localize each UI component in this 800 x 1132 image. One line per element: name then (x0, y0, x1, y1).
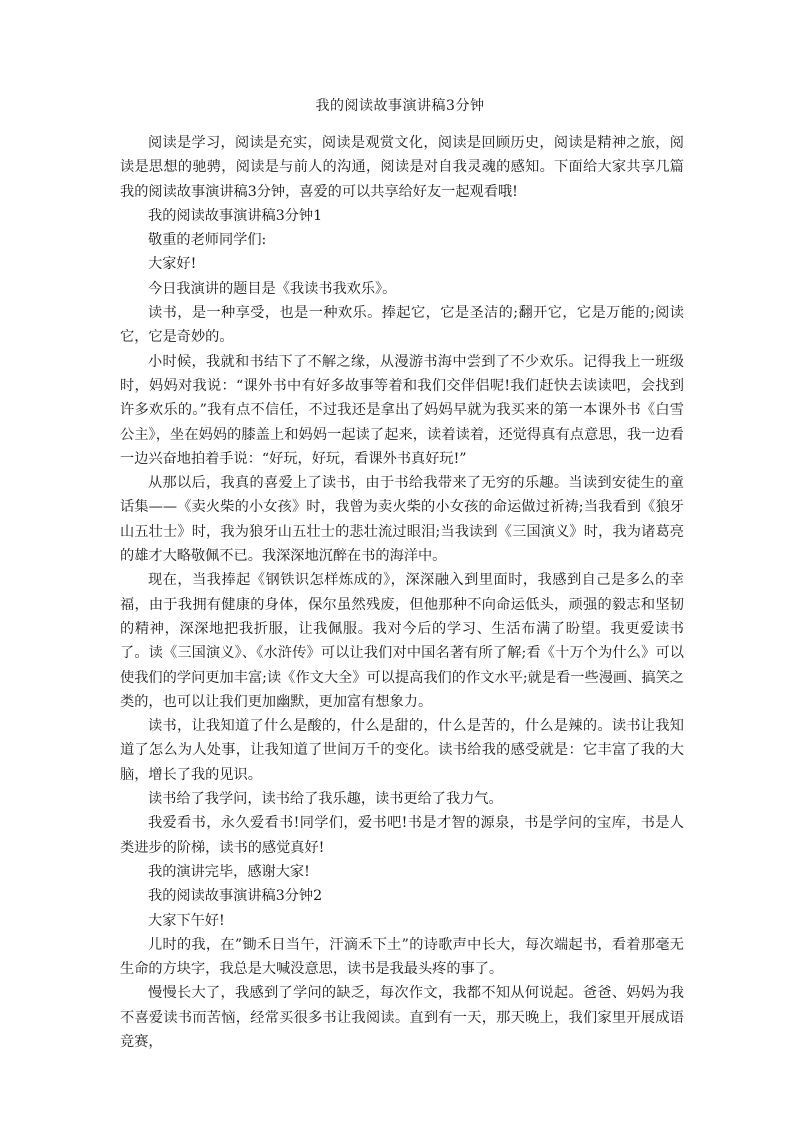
paragraph: 今日我演讲的题目是《我读书我欢乐》。 (148, 280, 397, 297)
paragraph: 读书给了我学问，读书给了我乐趣，读书更给了我力气。 (148, 791, 503, 808)
document-body (120, 131, 684, 1054)
section-heading: 我的阅读故事演讲稿3分钟1 (148, 207, 323, 224)
document-title: 我的阅读故事演讲稿3分钟 (315, 98, 485, 114)
greeting: 大家下午好! (148, 912, 225, 929)
paragraph: 慢慢长大了，我感到了学问的缺乏，每次作文，我都不知从何说起。爸爸、妈妈为我不喜爱读书而苦恼，经常买很多书让我阅读。直到有一天，那天晚上，我们家里开展成语竞赛， (120, 985, 684, 1050)
paragraph: 小时候，我就和书结下了不解之缘，从漫游书海中尝到了不少欢乐。记得我上一班级时，妈妈对我说：“课外书中有好多故事等着和我们交伴侣呢!我们赶快去读读吧，会找到许多欢乐的。”我有点不信任，不过我还是拿出了妈妈早就为我买来的第一本课外书《白雪公主》，坐在妈妈的膝盖上和妈妈一起读了起来，读着读着，还觉得真有点意思，我一边看一边兴奋地拍着手说：“好玩，好玩，看课外书真好玩!” (120, 353, 684, 467)
salutation: 敬重的老师同学们: (148, 232, 267, 249)
paragraph: 读书，让我知道了什么是酸的，什么是甜的，什么是苦的，什么是辣的。读书让我知道了怎么为人处事，让我知道了世间万千的变化。读书给我的感受就是：它丰富了我的大脑，增长了我的见识。 (120, 718, 684, 783)
paragraph: 我爱看书，永久爱看书!同学们，爱书吧!书是才智的源泉，书是学问的宝库，书是人类进步的阶梯，读书的感觉真好! (120, 815, 684, 856)
paragraph: 现在，当我捧起《钢铁识怎样炼成的》，深深融入到里面时，我感到自己是多么的幸福，由于我拥有健康的身体，保尔虽然残废，但他那种不向命运低头，顽强的毅志和坚韧的精神，深深地把我折服，让我佩服。我对今后的学习、生活布满了盼望。我更爱读书了。读《三国演义》、《水浒传》可以让我们对中国名著有所了解;看《十万个为什么》可以使我们的学问更加丰富;读《作文大全》可以提高我们的作文水平;就是看一些漫画、搞笑之类的，也可以让我们更加幽默，更加富有想象力。 (120, 572, 684, 710)
paragraph: 儿时的我，在”锄禾日当午，汗滴禾下土”的诗歌声中长大，每次端起书，看着那毫无生命的方块字，我总是大喊没意思，读书是我最头疼的事了。 (120, 936, 684, 978)
paragraph: 阅读是学习，阅读是充实，阅读是观赏文化，阅读是回顾历史，阅读是精神之旅，阅读是思想的驰骋，阅读是与前人的沟通，阅读是对自我灵魂的感知。下面给大家共享几篇我的阅读故事演讲稿3分钟，喜爱的可以共享给好友一起观看哦! (120, 135, 684, 200)
paragraph: 读书，是一种享受，也是一种欢乐。捧起它，它是圣洁的;翻开它，它是万能的;阅读它，它是奇妙的。 (120, 305, 684, 346)
greeting: 大家好! (148, 256, 197, 273)
section-heading: 我的阅读故事演讲稿3分钟2 (148, 888, 323, 905)
closing-line: 我的演讲完毕，感谢大家! (148, 863, 310, 880)
paragraph: 从那以后，我真的喜爱上了读书，由于书给我带来了无穷的乐趣。当读到安徒生的童话集——《卖火柴的小女孩》时，我曾为卖火柴的小女孩的命运做过祈祷;当我看到《狼牙山五壮士》时，我为狼牙山五壮士的悲壮流过眼泪;当我读到《三国演义》时，我为诸葛亮的雄才大略敬佩不已。我深深地沉醉在书的海洋中。 (120, 475, 684, 565)
